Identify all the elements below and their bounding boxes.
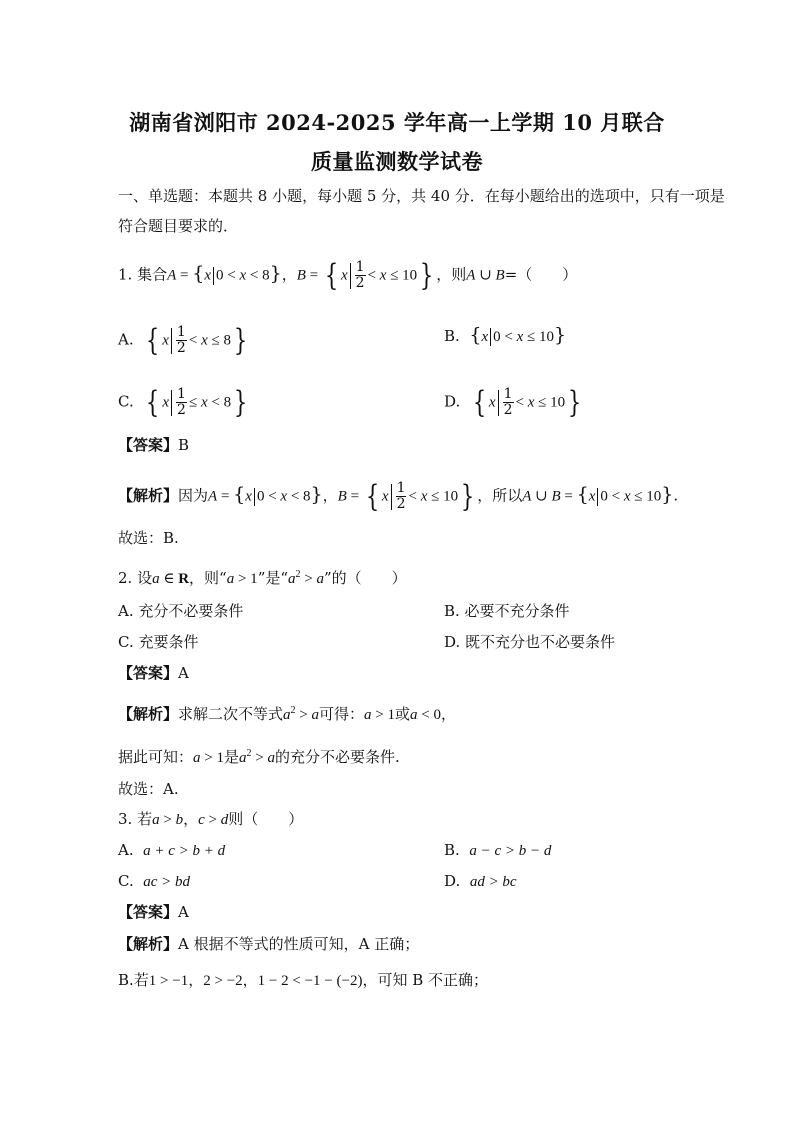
question-3-answer-value: A [178, 903, 189, 921]
question-2-answer: 【答案】A [118, 664, 189, 682]
question-1-option-b: B. {x 0 < x ≤ 10} [444, 324, 567, 346]
question-2-option-b: B. 必要不充分条件 [444, 602, 570, 620]
document-title-line-1: 湖南省浏阳市 2024-2025 学年高一上学期 10 月联合 [129, 110, 665, 135]
question-2-analysis-line-2: 据此可知：a > 1是$a^2 > a$的充分不必要条件. [118, 748, 400, 766]
question-2-option-c: C. 充要条件 [118, 633, 199, 651]
question-2-option-a: A. 充分不必要条件 [118, 602, 244, 620]
question-3-analysis-line-1: 【解析】A 根据不等式的性质可知，A 正确； [118, 935, 420, 953]
question-2-stem: 2. 设a ∈ R，则“a > 1”是“$a^2 > a$”的（ ） [118, 569, 407, 587]
question-1-stem: 1. 集合A = {x 0 < x < 8}，B = { x $\frac{1}{2}$ < x ≤ 10} ，则A ∪ B=（ ） [118, 257, 578, 293]
question-1-answer: 【答案】B [118, 436, 190, 454]
question-2-conclusion: 故选：A. [118, 780, 179, 798]
question-3-option-b: B. a − c > b − d [444, 841, 552, 859]
question-1-mid: ， [281, 265, 297, 284]
section-heading-line-1: 一、单选题：本题共 8 小题，每小题 5 分，共 40 分．在每小题给出的选项中，只有一项是 [118, 187, 725, 205]
question-1-conclusion: 故选：B. [118, 529, 179, 547]
question-2-analysis-line-1: 【解析】求解二次不等式$a^2 > a$可得：a > 1或a < 0， [118, 705, 456, 723]
question-2-option-d: D. 既不充分也不必要条件 [444, 633, 616, 651]
question-2-answer-value: A [178, 664, 189, 682]
question-3-answer: 【答案】A [118, 903, 189, 921]
question-3-stem: 3. 若a > b，c > d则（ ） [118, 810, 304, 828]
question-1-analysis: 【解析】因为A = {x 0 < x < 8}，B = { x $\frac{1}{2}$ < x ≤ 10} ，所以A ∪ B = {x 0 < x ≤ 10}. [118, 478, 679, 514]
question-3-option-c: C. ac > bd [118, 872, 191, 890]
question-1-option-d: D. { x $\frac{1}{2}$ < x ≤ 10} [444, 384, 582, 420]
question-1-option-a: A. { x $\frac{1}{2}$ < x ≤ 8} [118, 322, 248, 358]
question-1-answer-value: B [178, 436, 190, 454]
question-1-prefix: 1. 集合 [118, 265, 168, 284]
document-title-line-2: 质量监测数学试卷 [311, 149, 483, 174]
question-1-paren: =（ ） [504, 265, 578, 284]
question-3-option-a: A. a + c > b + d [118, 841, 226, 859]
section-heading-line-2: 符合题目要求的． [118, 217, 239, 235]
question-3-option-d: D. ad > bc [444, 872, 517, 890]
question-1-suffix: ，则 [436, 265, 467, 284]
question-3-analysis-line-2: B.若1 > −1，2 > −2，1 − 2 < −1 − (−2)，可知 B 不正确； [118, 971, 489, 989]
question-1-option-c: C. { x $\frac{1}{2}$ ≤ x < 8} [118, 384, 248, 420]
